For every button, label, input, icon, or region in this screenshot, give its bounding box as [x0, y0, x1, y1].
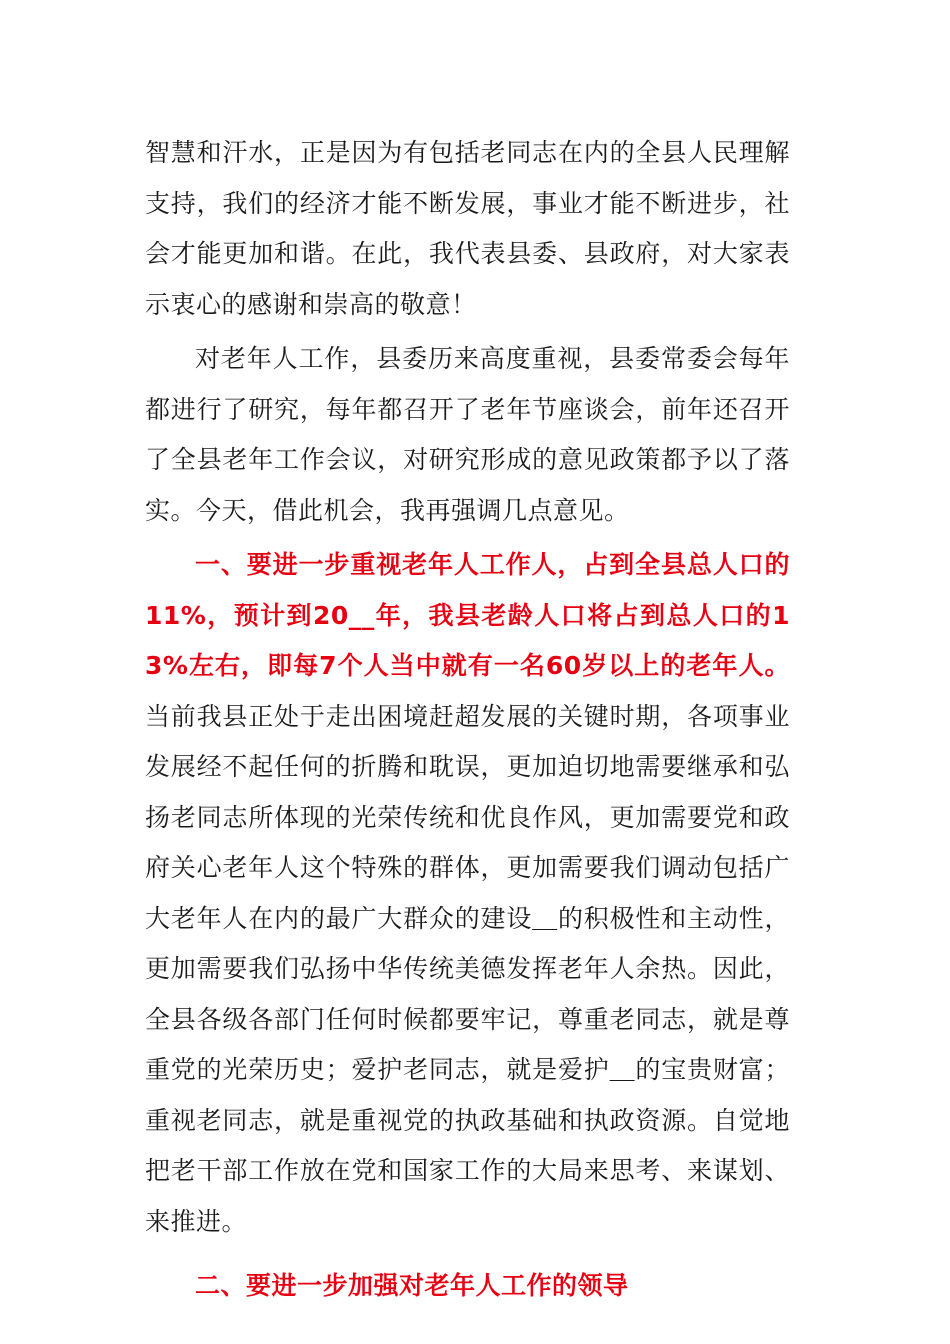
paragraph-3-body: 当前我县正处于走出困境赶超发展的关键时期，各项事业发展经不起任何的折腾和耽误，更加迫切地需要继承和弘扬老同志所体现的光荣传统和优良作风，更加需要党和政府关心老年人这个特殊的群体，更加需要我们调动包括广大老年人在内的最广大群众的建设＿的积极性和主动性，更加需要我们弘扬中华传统美德发挥老年人余热。因此，全县各级各部门任何时候都要牢记，尊重老同志，就是尊重党的光荣历史；爱护老同志，就是爱护＿的宝贵财富；重视老同志，就是重视党的执政基础和执政资源。自觉地把老干部工作放在党和国家工作的大局来思考、来谋划、来推进。: [145, 701, 790, 1236]
paragraph-1: 智慧和汗水，正是因为有包括老同志在内的全县人民理解支持，我们的经济才能不断发展，事业才能不断进步，社会才能更加和谐。在此，我代表县委、县政府，对大家表示衷心的感谢和崇高的敬意！: [145, 138, 790, 319]
paragraph-spacer: [145, 1247, 790, 1261]
section-2-heading: 二、要进一步加强对老年人工作的领导: [195, 1271, 629, 1300]
section-1-heading: 一、要进一步重视老年人工作人，占到全县总人口的11%，预计到20__年，我县老龄人口将占到总人口的13%左右，即每7个人当中就有一名60岁以上的老年人。: [145, 550, 790, 680]
paragraph-2: 对老年人工作，县委历来高度重视，县委常委会每年都进行了研究，每年都召开了老年节座谈会，前年还召开了全县老年工作会议，对研究形成的意见政策都予以了落实。今天，借此机会，我再强调几点意见。: [145, 344, 790, 525]
document-body: [145, 128, 790, 1312]
paragraph-3: [145, 540, 790, 1247]
